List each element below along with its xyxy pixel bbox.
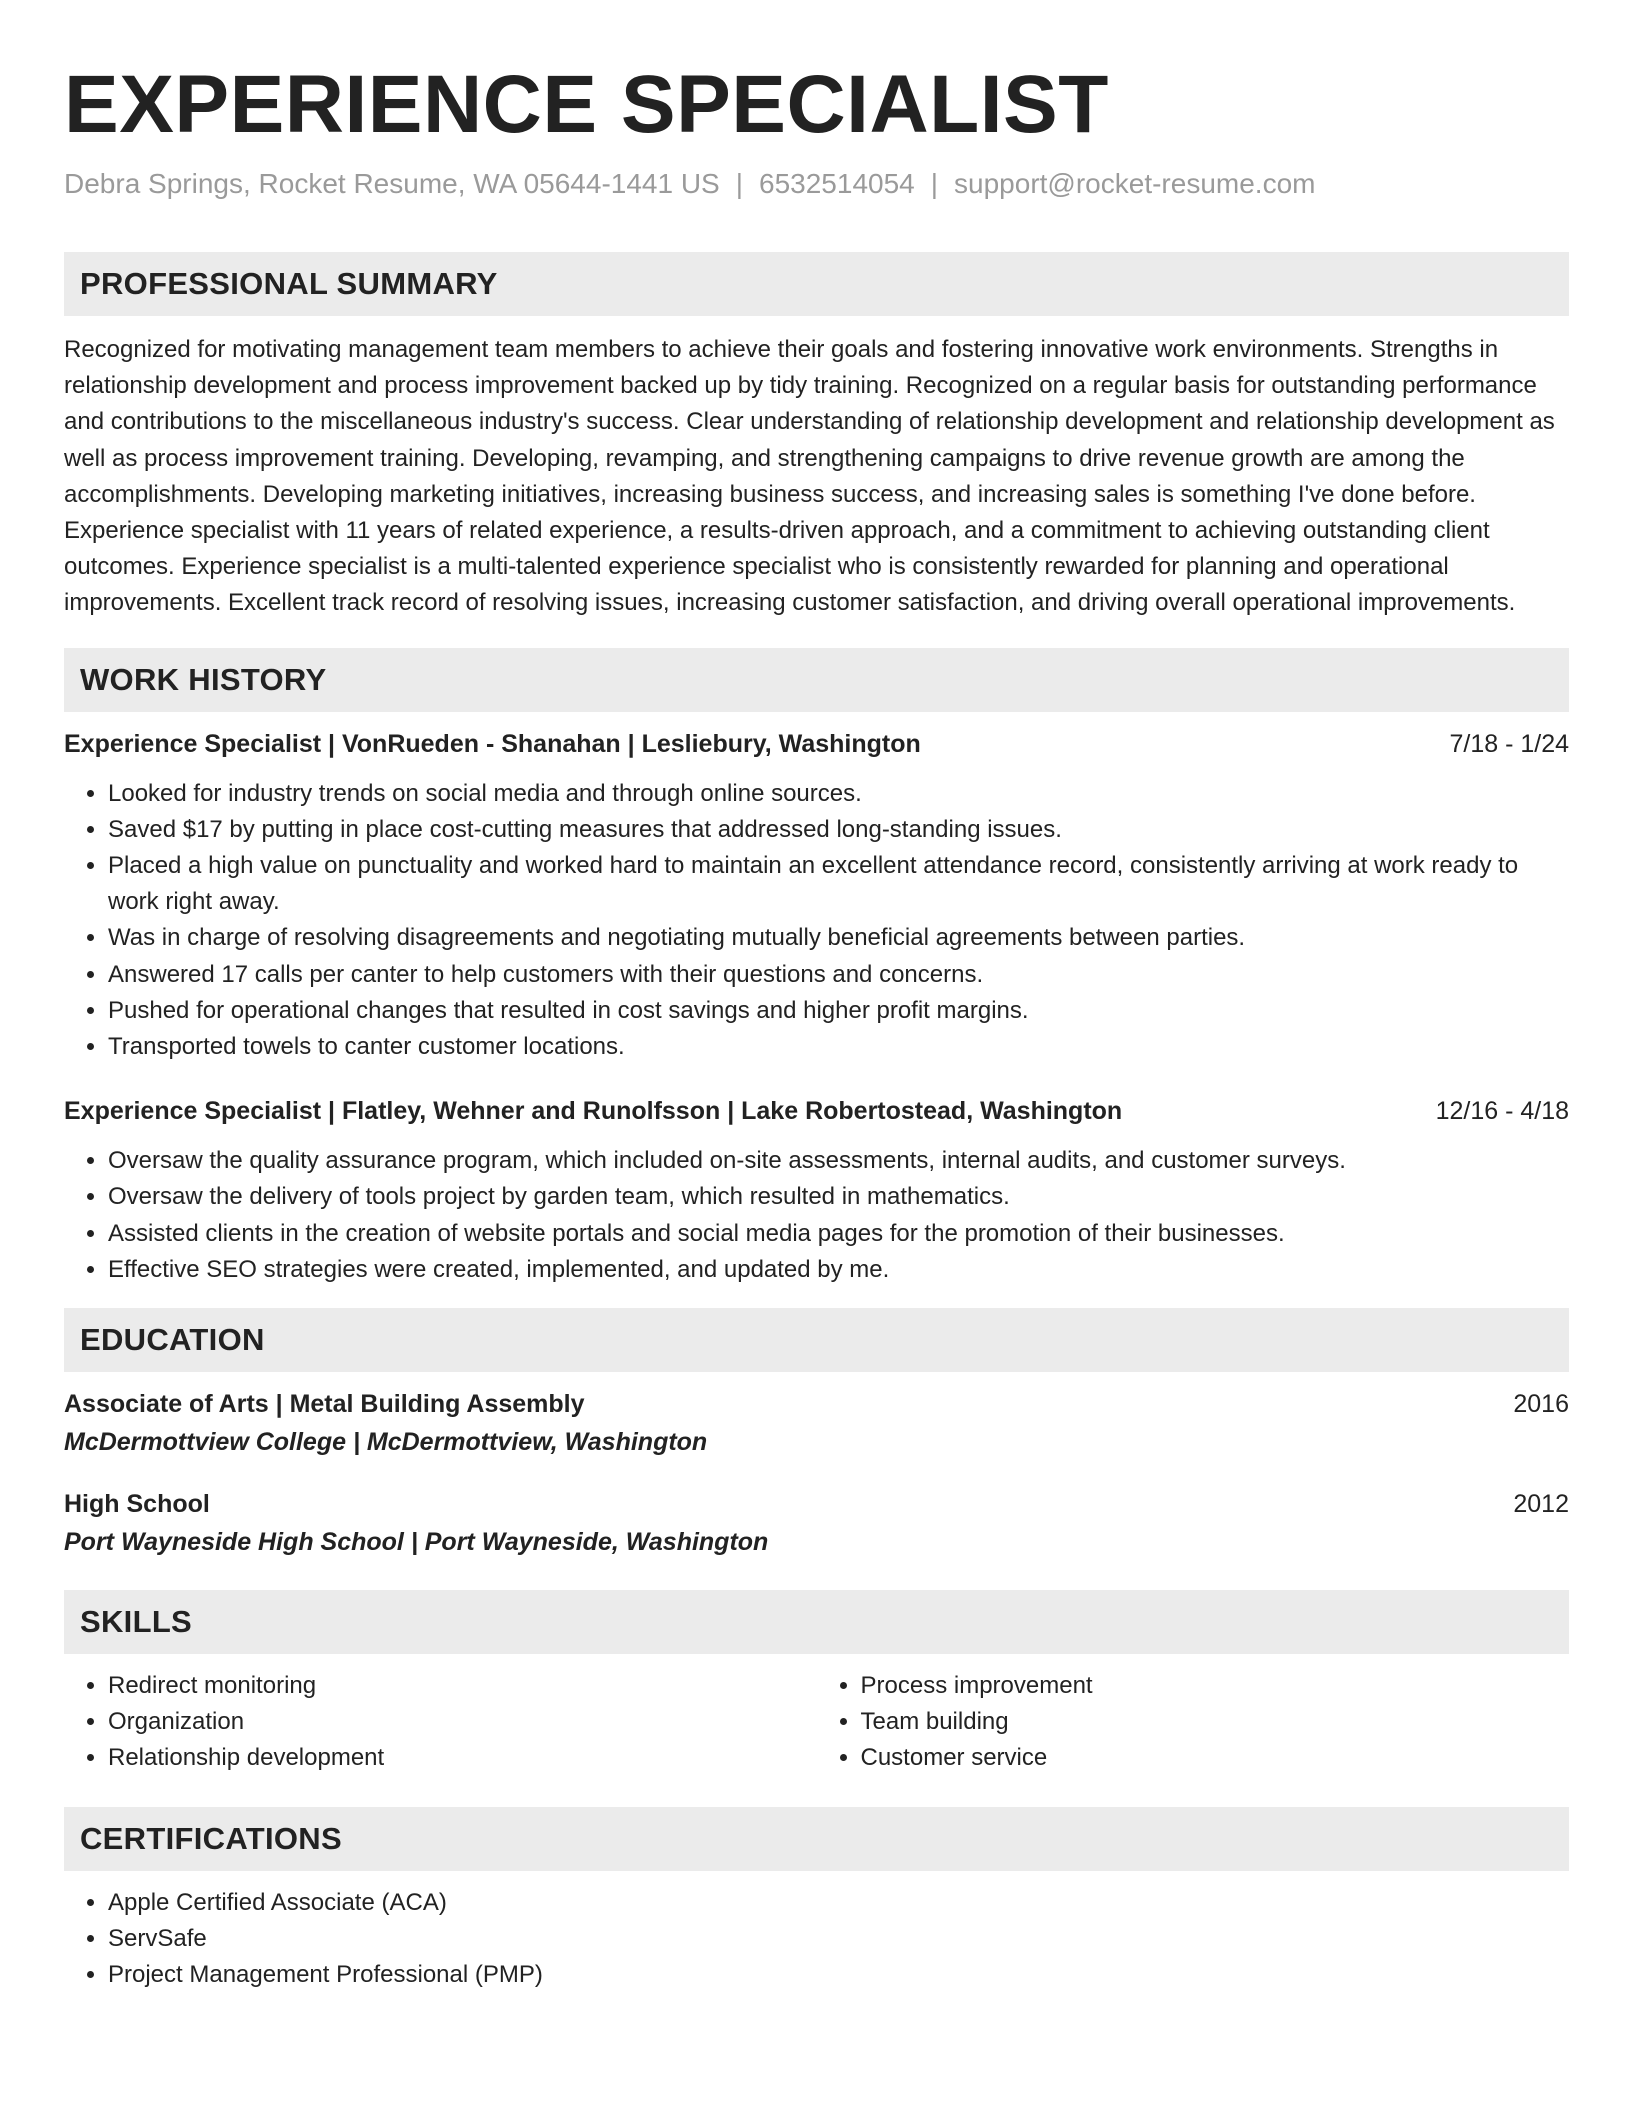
job-title: Experience Specialist | Flatley, Wehner and Runolfsson | Lake Robertostead, Washington xyxy=(64,1097,1123,1126)
job-dates: 7/18 - 1/24 xyxy=(1449,729,1569,758)
work-history-heading: WORK HISTORY xyxy=(64,648,1569,712)
skill-item: • Relationship development xyxy=(108,1740,817,1776)
contact-line xyxy=(64,166,1569,202)
education-entry xyxy=(64,1486,1569,1562)
skills-column-left xyxy=(64,1668,817,1777)
contact-separator: | xyxy=(735,168,744,199)
resume-name: EXPERIENCE SPECIALIST xyxy=(64,59,1109,150)
skill-item: • Organization xyxy=(108,1704,817,1740)
education-degree: Associate of Arts | Metal Building Assembly xyxy=(64,1390,585,1419)
contact-email: support@rocket-resume.com xyxy=(954,168,1316,199)
job-bullet: • Oversaw the delivery of tools project by garden team, which resulted in mathematics. xyxy=(108,1179,1569,1215)
education-year: 2016 xyxy=(1513,1390,1569,1419)
resume-page xyxy=(64,0,1569,1993)
job-bullet: • Transported towels to canter customer locations. xyxy=(108,1029,1569,1065)
contact-separator: | xyxy=(930,168,939,199)
job-bullet: • Effective SEO strategies were created, implemented, and updated by me. xyxy=(108,1252,1569,1288)
education-school: Port Wayneside High School | Port Wayneside, Washington xyxy=(64,1528,769,1557)
skills-heading: SKILLS xyxy=(64,1590,1569,1654)
education-year: 2012 xyxy=(1513,1490,1569,1519)
certification-item: • ServSafe xyxy=(108,1921,1569,1957)
job-dates: 12/16 - 4/18 xyxy=(1435,1097,1569,1126)
job-bullets xyxy=(64,1143,1569,1288)
contact-address: Debra Springs, Rocket Resume, WA 05644-1441 US xyxy=(64,168,720,199)
education-heading: EDUCATION xyxy=(64,1308,1569,1372)
certifications-list xyxy=(64,1885,1569,1994)
skill-item: • Team building xyxy=(861,1704,1570,1740)
education-entry xyxy=(64,1386,1569,1462)
job-header xyxy=(64,726,1569,762)
skills-grid xyxy=(64,1668,1569,1777)
job-bullet: • Placed a high value on punctuality and worked hard to maintain an excellent attendance record, consistently arriving at work ready to work right away. xyxy=(108,848,1569,920)
job-bullet: • Answered 17 calls per canter to help customers with their questions and concerns. xyxy=(108,957,1569,993)
job-bullet: • Assisted clients in the creation of website portals and social media pages for the promotion of their businesses. xyxy=(108,1216,1569,1252)
education-degree: High School xyxy=(64,1490,210,1519)
education-header xyxy=(64,1386,1569,1422)
job-header xyxy=(64,1093,1569,1129)
job-bullet: • Was in charge of resolving disagreements and negotiating mutually beneficial agreements between parties. xyxy=(108,920,1569,956)
skill-item: • Process improvement xyxy=(861,1668,1570,1704)
job-entry xyxy=(64,1093,1569,1288)
skill-item: • Redirect monitoring xyxy=(108,1668,817,1704)
summary-heading: PROFESSIONAL SUMMARY xyxy=(64,252,1569,316)
job-title: Experience Specialist | VonRueden - Shanahan | Lesliebury, Washington xyxy=(64,729,921,758)
job-bullet: • Saved $17 by putting in place cost-cutting measures that addressed long-standing issues. xyxy=(108,812,1569,848)
certifications-heading: CERTIFICATIONS xyxy=(64,1807,1569,1871)
summary-text: Recognized for motivating management team members to achieve their goals and fostering innovative work environments. Strengths in relationship development and process improvement backed up by tidy training. Recognized on a regular basis for outstanding performance and contributions to the miscellaneous industry's success. Clear understanding of relationship development and relationship development as well as process improvement training. Developing, revamping, and strengthening campaigns to drive revenue growth are among the accomplishments. Developing marketing initiatives, increasing business success, and increasing sales is something I've done before. Experience specialist with 11 years of related experience, a results-driven approach, and a commitment to achieving outstanding client outcomes. Experience specialist is a multi-talented experience specialist who is consistently rewarded for planning and operational improvements. Excellent track record of resolving issues, increasing customer satisfaction, and driving overall operational improvements. xyxy=(64,336,1555,617)
certification-item: • Apple Certified Associate (ACA) xyxy=(108,1885,1569,1921)
job-bullets xyxy=(64,776,1569,1066)
job-bullet: • Looked for industry trends on social media and through online sources. xyxy=(108,776,1569,812)
certification-item: • Project Management Professional (PMP) xyxy=(108,1957,1569,1993)
skills-column-right xyxy=(817,1668,1570,1777)
education-school: McDermottview College | McDermottview, Washington xyxy=(64,1428,708,1457)
job-entry xyxy=(64,726,1569,1066)
skill-item: • Customer service xyxy=(861,1740,1570,1776)
education-header xyxy=(64,1486,1569,1522)
contact-phone: 6532514054 xyxy=(759,168,915,199)
job-bullet: • Oversaw the quality assurance program, which included on-site assessments, internal audits, and customer surveys. xyxy=(108,1143,1569,1179)
job-bullet: • Pushed for operational changes that resulted in cost savings and higher profit margins. xyxy=(108,993,1569,1029)
